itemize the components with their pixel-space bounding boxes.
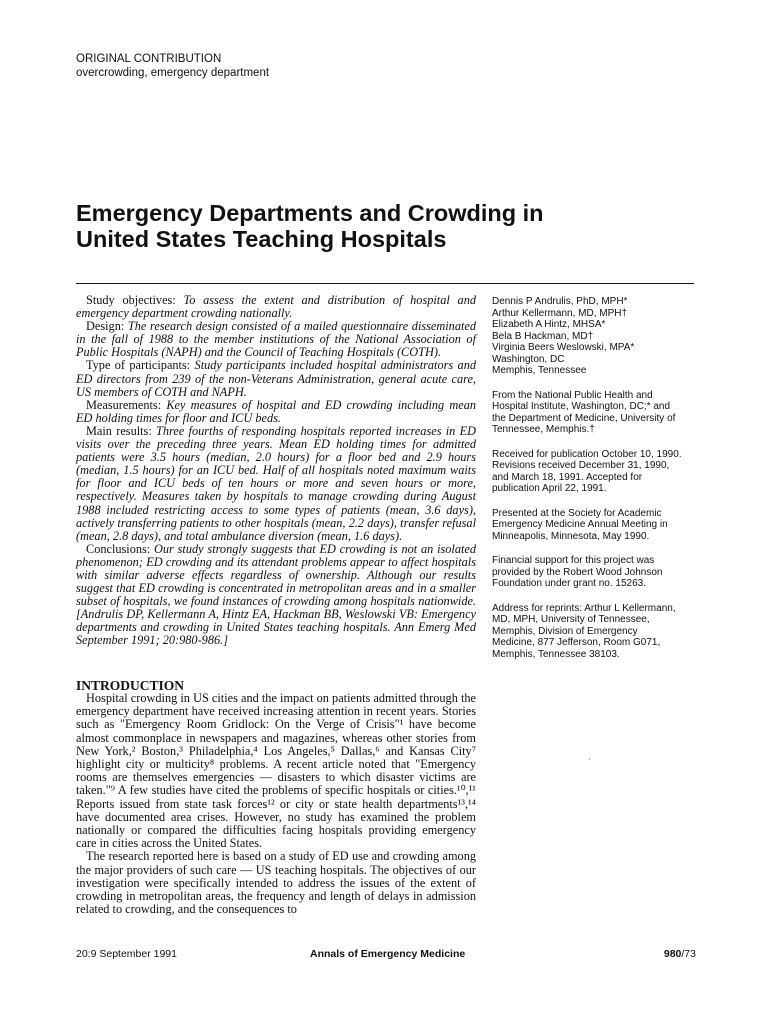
abstract-text: Key measures of hospital and ED crowding including mean ED holding times for floor and ICU beds. <box>76 397 476 425</box>
author-list <box>492 296 704 377</box>
article-title <box>76 200 696 252</box>
page-number-bold: 980 <box>663 948 682 960</box>
author-location: Memphis, Tennessee <box>492 365 587 376</box>
abstract-text: Study participants included hospital administrators and ED directors from 239 of the non-Veterans Administration, general acute care, US members of COTH and NAPH. <box>76 358 476 399</box>
author-line: Dennis P Andrulis, PhD, MPH* <box>492 296 628 307</box>
issue-date: 20:9 September 1991 <box>76 948 177 960</box>
abstract-text: Three fourths of responding hospitals reported increases in ED visits over the preceding three years. Mean ED holding times for admitted patients were 3.5 hours (median, 2.0 hours) for a floor bed and 2.9 hours (median, 1.5 hours) for an ICU bed. Half of all hospitals noted maximum waits for floor and ICU beds of ten hours or more and seven hours or more, respectively. Measures taken by hospitals to manage crowding during August 1988 included restricting access to some types of patients (mean, 3.6 days), actively transferring patients to other hospitals (mean, 2.2 days), transfer refusal (mean, 2.8 days), and total ambulance diversion (mean, 1.6 days). <box>76 423 476 543</box>
note-line: Presented at the Society for Academic <box>492 507 662 519</box>
note-line: publication April 22, 1991. <box>492 483 607 494</box>
abstract-paragraph <box>76 543 476 648</box>
note-line: From the National Public Health and <box>492 389 653 401</box>
note-line: Financial support for this project was <box>492 555 655 566</box>
author-line: Virginia Beers Weslowski, MPA* <box>492 342 635 353</box>
abstract <box>76 294 476 648</box>
title-line-2: United States Teaching Hospitals <box>76 226 447 252</box>
abstract-label: Main results: <box>86 423 157 438</box>
note-line: Received for publication October 10, 1990. <box>492 448 682 460</box>
introduction-body <box>76 692 476 916</box>
reprints-note <box>492 603 704 661</box>
author-line: Arthur Kellermann, MD, MPH† <box>492 307 628 319</box>
funding-note <box>492 555 704 590</box>
received-note <box>492 449 704 495</box>
abstract-text: Our study strongly suggests that ED crowding is not an isolated phenomenon; ED crowding and its attendant problems appear to affect hospitals with similar adverse effects regardless of ownership. Although our results suggest that ED crowding is concentrated in metropolitan areas and in a smaller subset of hospitals, we found instances of crowding among hospitals nationwide. [Andrulis DP, Kellermann A, Hintz EA, Hackman BB, Weslowski VB: Emergency departments and crowding in United States teaching hospitals. Ann Emerg Med September 1991; 20:980-986.] <box>76 541 477 648</box>
abstract-paragraph <box>76 399 476 425</box>
keywords: overcrowding, emergency department <box>76 67 270 79</box>
abstract-paragraph <box>76 425 476 543</box>
note-line: Tennessee, Memphis.† <box>492 424 595 435</box>
abstract-label: Type of participants: <box>86 358 195 373</box>
author-location: Washington, DC <box>492 353 565 365</box>
note-line: and March 18, 1991. Accepted for <box>492 471 643 483</box>
page-number-suffix: /73 <box>681 948 696 960</box>
body-paragraph: Hospital crowding in US cities and the impact on patients admitted through the emergency department have received increasing attention in recent years. Stories such as "Emergency Room Gridlock: On the Verge of Crisis"¹ have become almost commonplace in newspapers and magazines, whereas other stories from New York,² Boston,³ Philadelphia,⁴ Los Angeles,⁵ Dallas,⁶ and Kansas City⁷ highlight city or multicity⁸ problems. A recent article noted that "Emergency rooms are themselves emergencies — disasters to which disaster victims are taken."⁹ A few studies have cited the problems of specific hospitals or cities.¹⁰,¹¹ Reports issued from state task forces¹² or city or state health departments¹³,¹⁴ have documented area crises. However, no study has examined the problem nationally or compared the difficulties facing hospitals providing emergency care in cities across the United States. <box>76 691 476 851</box>
article-sidebar <box>492 296 704 673</box>
note-line: Minneapolis, Minnesota, May 1990. <box>492 530 650 542</box>
author-line: Elizabeth A Hintz, MHSA* <box>492 319 606 330</box>
note-line: Emergency Medicine Annual Meeting in <box>492 519 668 530</box>
note-line: provided by the Robert Wood Johnson <box>492 566 663 578</box>
note-line: Foundation under grant no. 15263. <box>492 578 647 589</box>
abstract-paragraph <box>76 359 476 398</box>
note-line: Memphis, Division of Emergency <box>492 625 638 637</box>
note-line: MD, MPH, University of Tennessee, <box>492 614 650 625</box>
section-heading-introduction: INTRODUCTION <box>76 678 185 693</box>
title-divider <box>76 283 694 284</box>
body-paragraph: The research reported here is based on a study of ED use and crowding among the major providers of such care — US teaching hospitals. The objectives of our investigation were specifically intended to address the issues of the extent of crowding in metropolitan areas, the frequency and length of delays in admission related to crowding, and the consequences to <box>76 849 476 917</box>
abstract-paragraph <box>76 294 476 320</box>
note-line: Memphis, Tennessee 38103. <box>492 648 620 660</box>
abstract-label: Conclusions: <box>86 541 155 556</box>
title-line-1: Emergency Departments and Crowding in <box>76 200 544 226</box>
author-line: Bela B Hackman, MD† <box>492 330 594 342</box>
affiliation-note <box>492 390 704 436</box>
note-line: Medicine, 877 Jefferson, Room G071, <box>492 637 661 648</box>
abstract-paragraph <box>76 320 476 359</box>
abstract-label: Measurements: <box>86 397 167 412</box>
article-header <box>76 52 269 80</box>
note-line: Hospital Institute, Washington, DC;* and <box>492 401 671 412</box>
page-number <box>664 948 696 960</box>
abstract-text: The research design consisted of a mailed questionnaire disseminated in the fall of 1988 to the member institutions of the National Association of Public Hospitals (NAPH) and the Council of Teaching Hospitals (COTH). <box>76 319 477 360</box>
note-line: Revisions received December 31, 1990, <box>492 460 670 471</box>
abstract-text: To assess the extent and distribution of hospital and emergency department crowding nationally. <box>76 293 476 321</box>
presented-note <box>492 508 704 543</box>
note-line: Address for reprints: Arthur L Kellermann, <box>492 602 676 614</box>
section-label: ORIGINAL CONTRIBUTION <box>76 53 222 65</box>
abstract-label: Design: <box>86 319 128 334</box>
abstract-label: Study objectives: <box>86 293 184 307</box>
journal-name: Annals of Emergency Medicine <box>310 948 466 960</box>
scan-speck: · <box>588 755 591 764</box>
note-line: the Department of Medicine, University of <box>492 412 676 424</box>
